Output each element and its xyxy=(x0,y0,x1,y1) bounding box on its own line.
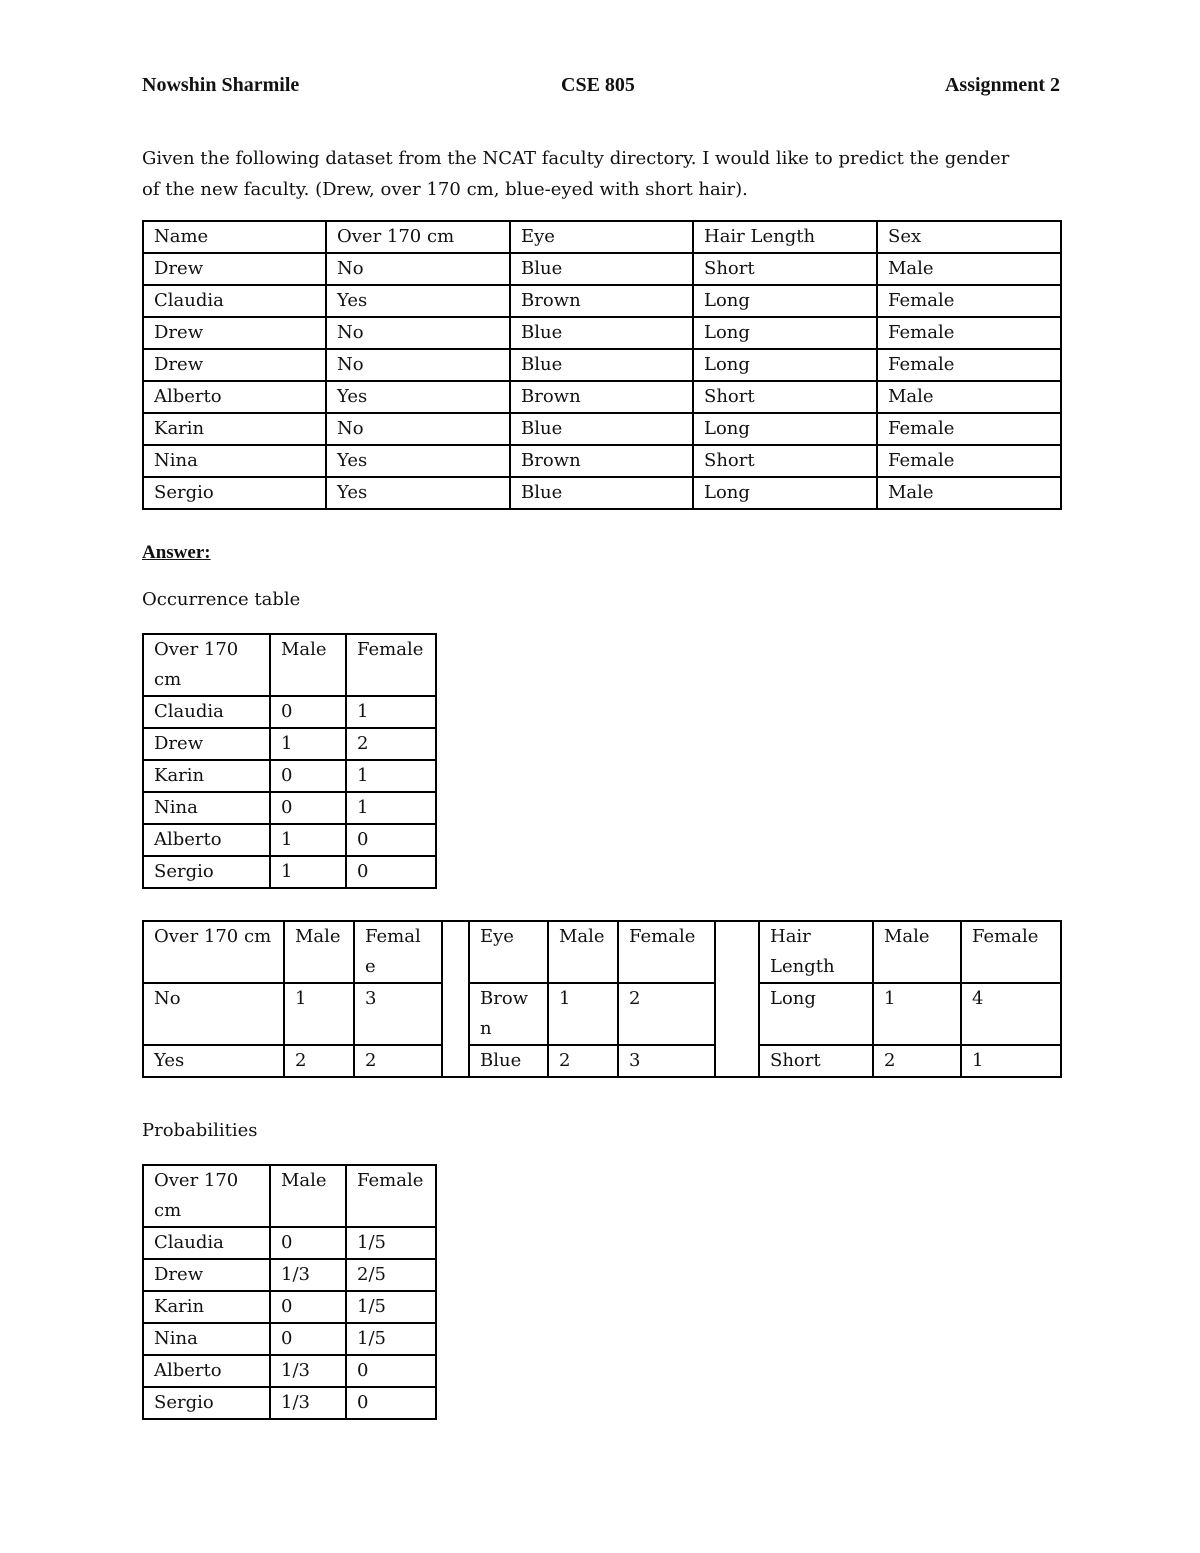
table-cell: 1 xyxy=(270,728,346,760)
course-code: CSE 805 xyxy=(561,74,635,96)
table-cell: Male xyxy=(877,253,1061,285)
table-cell: 1/3 xyxy=(270,1355,346,1387)
table-cell: Sergio xyxy=(143,1387,270,1419)
table-row xyxy=(143,1259,436,1291)
table-row xyxy=(143,381,1061,413)
table-cell: 1 xyxy=(346,696,436,728)
table-row xyxy=(143,317,1061,349)
table-row xyxy=(143,696,436,728)
occurrence-label: Occurrence table xyxy=(142,589,301,610)
table-row xyxy=(143,1323,436,1355)
table-row xyxy=(143,983,1061,1045)
table-cell: Karin xyxy=(143,1291,270,1323)
table-cell: Female xyxy=(877,445,1061,477)
table-header-row xyxy=(143,921,1061,983)
table-cell: 2/5 xyxy=(346,1259,436,1291)
column-header: Femal e xyxy=(354,921,442,983)
table-cell: Drew xyxy=(143,317,326,349)
table-cell: Yes xyxy=(326,445,510,477)
table-cell: 2 xyxy=(618,983,715,1045)
assignment-title: Assignment 2 xyxy=(944,74,1060,96)
intro-paragraph xyxy=(142,143,1072,205)
table-row xyxy=(143,792,436,824)
table-cell: 1 xyxy=(346,760,436,792)
table-cell: 1 xyxy=(346,792,436,824)
table-cell: 1/5 xyxy=(346,1291,436,1323)
intro-line: Given the following dataset from the NCAT faculty directory. I would like to predict the gender xyxy=(142,148,1010,169)
table-cell: Drew xyxy=(143,728,270,760)
table-row xyxy=(143,1227,436,1259)
table-cell: No xyxy=(326,349,510,381)
table-cell: 0 xyxy=(346,1355,436,1387)
table-cell: Short xyxy=(693,253,877,285)
table-cell: Yes xyxy=(143,1045,284,1077)
column-header: Over 170 cm xyxy=(326,221,510,253)
probabilities-label: Probabilities xyxy=(142,1120,258,1141)
table-cell: Brown xyxy=(510,285,693,317)
table-cell: Drew xyxy=(143,349,326,381)
column-header: Female xyxy=(618,921,715,983)
table-cell: No xyxy=(143,983,284,1045)
table-cell: Nina xyxy=(143,792,270,824)
table-cell: 0 xyxy=(270,760,346,792)
column-header: Male xyxy=(284,921,354,983)
column-header: Eye xyxy=(510,221,693,253)
table-row xyxy=(143,1045,1061,1077)
column-spacer xyxy=(442,921,469,1077)
table-cell: 1 xyxy=(284,983,354,1045)
table-cell: Short xyxy=(759,1045,873,1077)
table-row xyxy=(143,349,1061,381)
column-header: Over 170 cm xyxy=(143,1165,270,1227)
table-cell: Blue xyxy=(510,349,693,381)
answer-heading: Answer: xyxy=(142,542,211,563)
probabilities-table xyxy=(142,1164,437,1420)
table-cell: Brown xyxy=(510,381,693,413)
table-cell: Drew xyxy=(143,1259,270,1291)
table-cell: Long xyxy=(759,983,873,1045)
table-cell: Blue xyxy=(510,253,693,285)
column-header: Hair Length xyxy=(759,921,873,983)
table-row xyxy=(143,285,1061,317)
table-cell: Short xyxy=(693,381,877,413)
table-cell: 2 xyxy=(346,728,436,760)
column-header: Female xyxy=(961,921,1061,983)
table-cell: 0 xyxy=(346,1387,436,1419)
table-row xyxy=(143,1355,436,1387)
table-cell: 2 xyxy=(284,1045,354,1077)
table-header-row xyxy=(143,221,1061,253)
table-cell: Long xyxy=(693,477,877,509)
table-cell: 1 xyxy=(270,824,346,856)
table-cell: 0 xyxy=(270,792,346,824)
table-cell: Claudia xyxy=(143,696,270,728)
table-cell: 2 xyxy=(548,1045,618,1077)
table-cell: Sergio xyxy=(143,856,270,888)
table-row xyxy=(143,413,1061,445)
table-cell: Female xyxy=(877,349,1061,381)
column-header: Over 170 cm xyxy=(143,634,270,696)
table-cell: Sergio xyxy=(143,477,326,509)
column-header: Female xyxy=(346,1165,436,1227)
table-cell: 1 xyxy=(270,856,346,888)
column-header: Male xyxy=(548,921,618,983)
table-cell: 0 xyxy=(270,1227,346,1259)
table-cell: Alberto xyxy=(143,381,326,413)
table-cell: No xyxy=(326,317,510,349)
table-row xyxy=(143,856,436,888)
table-cell: No xyxy=(326,413,510,445)
table-cell: Long xyxy=(693,413,877,445)
table-cell: Long xyxy=(693,317,877,349)
intro-line: of the new faculty. (Drew, over 170 cm, blue-eyed with short hair). xyxy=(142,179,748,200)
table-cell: Blue xyxy=(510,317,693,349)
table-header-row xyxy=(143,1165,436,1227)
table-row xyxy=(143,477,1061,509)
table-cell: Blue xyxy=(510,477,693,509)
table-cell: 1/3 xyxy=(270,1387,346,1419)
table-cell: No xyxy=(326,253,510,285)
column-header: Hair Length xyxy=(693,221,877,253)
table-cell: Male xyxy=(877,381,1061,413)
table-cell: Long xyxy=(693,285,877,317)
table-cell: Female xyxy=(877,413,1061,445)
table-cell: Karin xyxy=(143,760,270,792)
table-row xyxy=(143,445,1061,477)
table-row xyxy=(143,824,436,856)
table-cell: 3 xyxy=(354,983,442,1045)
occurrence-table xyxy=(142,633,437,889)
feature-split-table xyxy=(142,920,1062,1078)
table-cell: 2 xyxy=(354,1045,442,1077)
table-cell: Blue xyxy=(510,413,693,445)
column-header: Eye xyxy=(469,921,548,983)
table-cell: Yes xyxy=(326,285,510,317)
table-cell: 1/5 xyxy=(346,1323,436,1355)
column-header: Male xyxy=(873,921,961,983)
table-row xyxy=(143,728,436,760)
table-cell: Alberto xyxy=(143,1355,270,1387)
table-cell: 2 xyxy=(873,1045,961,1077)
dataset-table xyxy=(142,220,1062,510)
table-cell: Long xyxy=(693,349,877,381)
table-cell: Karin xyxy=(143,413,326,445)
table-cell: Yes xyxy=(326,477,510,509)
column-header: Over 170 cm xyxy=(143,921,284,983)
table-cell: 1 xyxy=(961,1045,1061,1077)
table-cell: Yes xyxy=(326,381,510,413)
table-row xyxy=(143,1291,436,1323)
column-header: Male xyxy=(270,634,346,696)
column-header: Female xyxy=(346,634,436,696)
table-row xyxy=(143,253,1061,285)
table-cell: 1/3 xyxy=(270,1259,346,1291)
table-cell: 4 xyxy=(961,983,1061,1045)
table-cell: 3 xyxy=(618,1045,715,1077)
table-cell: 1/5 xyxy=(346,1227,436,1259)
table-header-row xyxy=(143,634,436,696)
table-cell: Brown xyxy=(510,445,693,477)
table-cell: Brow n xyxy=(469,983,548,1045)
table-cell: Female xyxy=(877,285,1061,317)
page-header xyxy=(142,74,1060,100)
table-cell: Nina xyxy=(143,445,326,477)
table-row xyxy=(143,760,436,792)
table-cell: Blue xyxy=(469,1045,548,1077)
column-header: Male xyxy=(270,1165,346,1227)
table-cell: Claudia xyxy=(143,285,326,317)
table-cell: Nina xyxy=(143,1323,270,1355)
table-cell: 0 xyxy=(346,856,436,888)
table-cell: 1 xyxy=(548,983,618,1045)
author-name: Nowshin Sharmile xyxy=(142,74,300,96)
table-cell: 0 xyxy=(346,824,436,856)
table-cell: Short xyxy=(693,445,877,477)
table-cell: 0 xyxy=(270,1323,346,1355)
table-cell: 0 xyxy=(270,1291,346,1323)
column-header: Name xyxy=(143,221,326,253)
table-cell: 1 xyxy=(873,983,961,1045)
table-cell: Alberto xyxy=(143,824,270,856)
table-cell: 0 xyxy=(270,696,346,728)
table-cell: Male xyxy=(877,477,1061,509)
table-row xyxy=(143,1387,436,1419)
table-cell: Female xyxy=(877,317,1061,349)
column-spacer xyxy=(715,921,759,1077)
table-cell: Drew xyxy=(143,253,326,285)
table-cell: Claudia xyxy=(143,1227,270,1259)
column-header: Sex xyxy=(877,221,1061,253)
